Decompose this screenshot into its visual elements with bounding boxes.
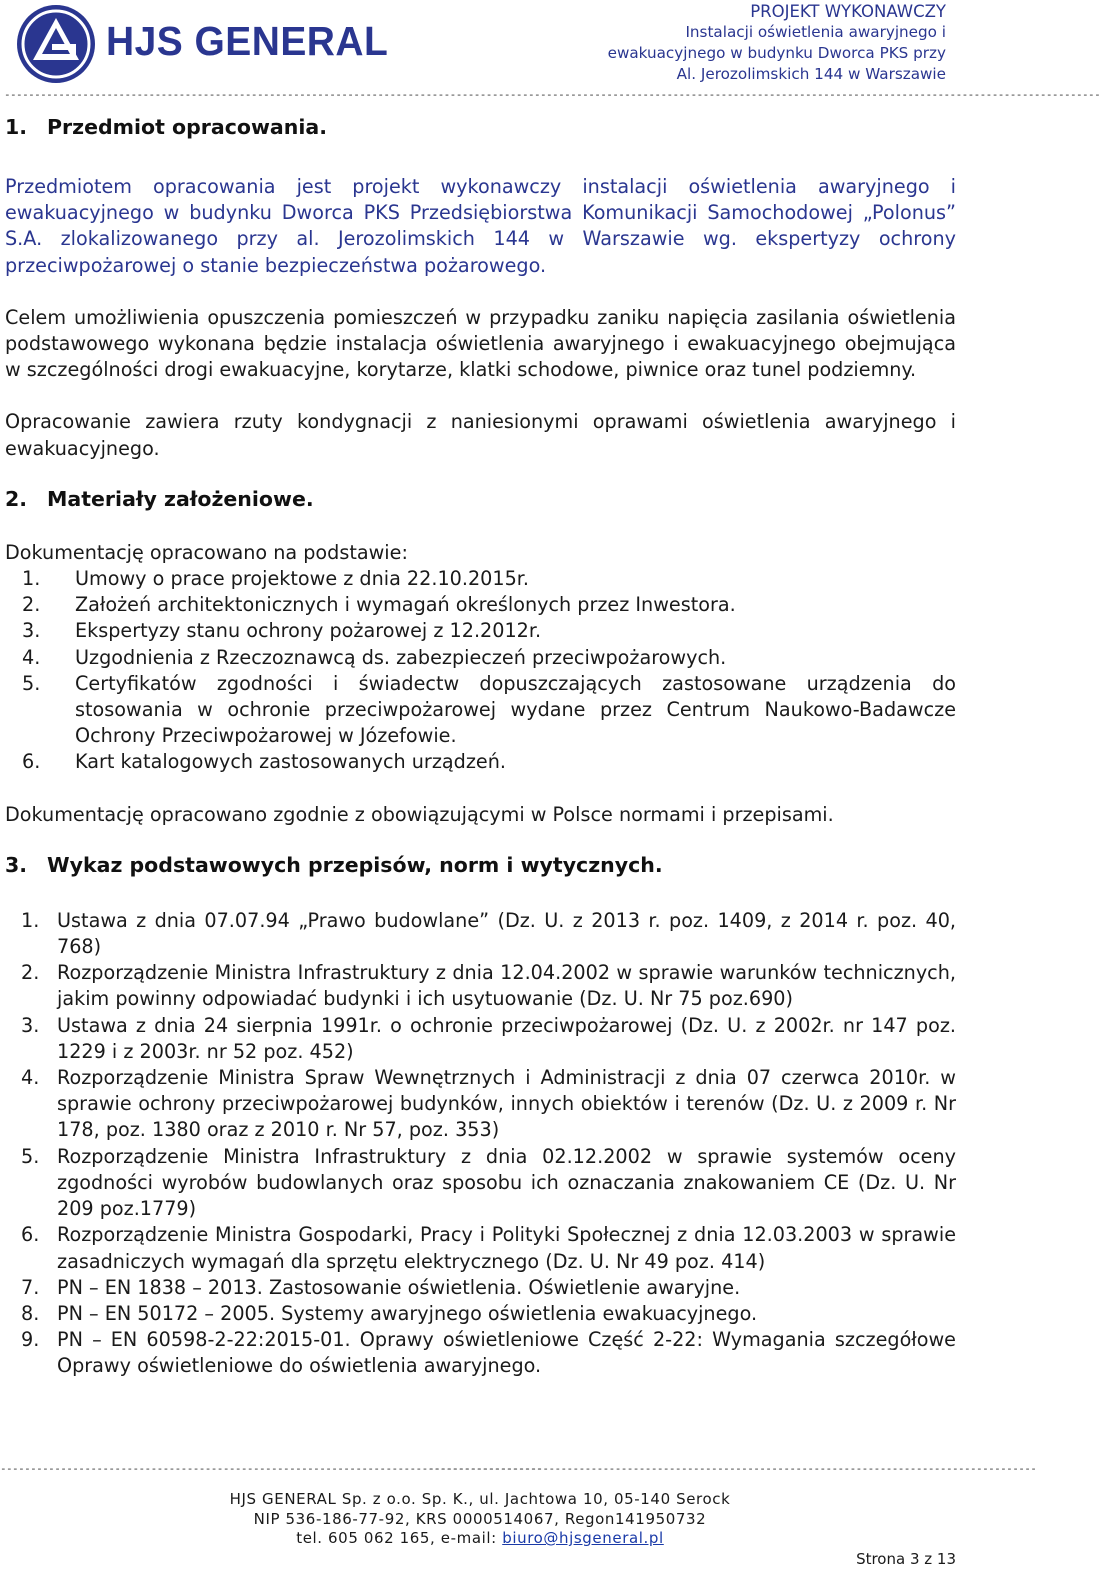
section-1-paragraph-3: Opracowanie zawiera rzuty kondygnacji z naniesionymi oprawami oświetlenia awaryjnego i ewakuacyjnego. [5, 410, 956, 460]
page-footer [0, 1462, 1037, 1570]
page-header [0, 0, 1100, 101]
section-2-title: Materiały założeniowe. [47, 486, 314, 511]
materials-list [5, 566, 956, 776]
list-item: 2. Założeń architektonicznych i wymagań określonych przez Inwestora. [22, 593, 736, 617]
section-1-number: 1. [5, 115, 28, 139]
list-item: 5. Rozporządzenie Ministra Infrastruktury z dnia 02.12.2002 w sprawie systemów oceny zgodności wyrobów budowlanych oraz sposobu ich oznaczania znakowaniem CE (Dz. U. Nr 209 poz.1779) [21, 1144, 956, 1221]
section-1-title: Przedmiot opracowania. [47, 115, 328, 139]
project-info [608, 1, 946, 85]
company-registration: NIP 536-186-77-92, KRS 0000514067, Regon141950732 [253, 1509, 707, 1528]
list-item: 6. Rozporządzenie Ministra Gospodarki, Pracy i Polityki Społecznej z dnia 12.03.2003 w sprawie zasadniczych wymagań dla sprzętu elektrycznego (Dz. U. Nr 49 poz. 414) [21, 1223, 956, 1273]
section-3-number: 3. [5, 852, 28, 877]
list-item: 3. Ekspertyzy stanu ochrony pożarowej z 12.2012r. [22, 619, 542, 643]
company-logo [16, 4, 96, 84]
project-line-3: ewakuacyjnego w budynku Dworca PKS przy [607, 44, 946, 62]
email-link[interactable]: biuro@hjsgeneral.pl [502, 1529, 664, 1547]
project-line-4: Al. Jerozolimskich 144 w Warszawie [676, 65, 946, 83]
page-number: Strona 3 z 13 [856, 1550, 956, 1568]
list-item: 3. Ustawa z dnia 24 sierpnia 1991r. o ochronie przeciwpożarowej (Dz. U. z 2002r. nr 147 poz. 1229 i z 2003r. nr 52 poz. 452) [21, 1013, 956, 1063]
section-3-title: Wykaz podstawowych przepisów, norm i wytycznych. [47, 852, 663, 877]
footer-divider-left: ------------------------------------------------------------------------------------------ [0, 1462, 543, 1475]
list-item: 4. Rozporządzenie Ministra Spraw Wewnętrznych i Administracji z dnia 07 czerwca 2010r. w sprawie ochrony przeciwpożarowej budynków, innych obiektów i terenów (Dz. U. z 2009 r. Nr 178, poz. 1380 oraz z 2010 r. Nr 57, poz. 353) [21, 1066, 956, 1142]
footer-divider-right: ----------------------------------------------------------------------------------------------------- [428, 1462, 1037, 1475]
section-3-heading [5, 850, 956, 880]
list-item: 1. Ustawa z dnia 07.07.94 „Prawo budowlane” (Dz. U. z 2013 r. poz. 1409, z 2014 r. poz. 40, 768) [21, 908, 956, 959]
list-item: 1. Umowy o prace projektowe z dnia 22.10.2015r. [22, 567, 530, 591]
project-line-2: Instalacji oświetlenia awaryjnego i [685, 23, 946, 41]
list-item: 4. Uzgodnienia z Rzeczoznawcą ds. zabezpieczeń przeciwpożarowych. [22, 645, 727, 669]
section-2-number: 2. [5, 486, 28, 511]
section-2-outro: Dokumentację opracowano zgodnie z obowiązującymi w Polsce normami i przepisami. [5, 802, 834, 826]
list-item: 9. PN – EN 60598-2-22:2015-01. Oprawy oświetleniowe Część 2-22: Wymagania szczegółowe Oprawy oświetleniowe do oświetlenia awaryjnego. [21, 1328, 956, 1378]
project-type: PROJEKT WYKONAWCZY [750, 2, 946, 21]
company-address: HJS GENERAL Sp. z o.o. Sp. K., ul. Jachtowa 10, 05-140 Serock [229, 1490, 731, 1508]
company-details [0, 1490, 960, 1549]
company-contact: tel. 605 062 165, e-mail: biuro@hjsgeneral.pl [296, 1529, 664, 1547]
section-1-paragraph-2: Celem umożliwienia opuszczenia pomieszczeń w przypadku zaniku napięcia zasilania oświetlenia podstawowego wykonana będzie instalacja oświetlenia awaryjnego i ewakuacyjnego obejmująca w szczególności drogi ewakuacyjne, korytarze, klatki schodowe, piwnice oraz tunel podziemny. [5, 305, 956, 382]
company-name: HJS GENERAL [106, 18, 389, 64]
section-2-heading [5, 484, 956, 514]
header-divider: -------------------------------------------------------------------------------------------------------------------------------------------------------------------------------------- [4, 88, 1100, 101]
list-item: 5. Certyfikatów zgodności i świadectw dopuszczających zastosowane urządzenia do stosowania w ochronie przeciwpożarowej wydane przez Centrum Naukowo-Badawcze Ochrony Przeciwpożarowej w Józefowie. [22, 671, 956, 748]
list-item: 2. Rozporządzenie Ministra Infrastruktury z dnia 12.04.2002 w sprawie warunków technicznych, jakim powinny odpowiadać budynki i ich usytuowanie (Dz. U. Nr 75 poz.690) [21, 961, 956, 1011]
list-item: 7. PN – EN 1838 – 2013. Zastosowanie oświetlenia. Oświetlenie awaryjne. [21, 1275, 741, 1299]
section-1-paragraph-1: Przedmiotem opracowania jest projekt wykonawczy instalacji oświetlenia awaryjnego i ewakuacyjnego w budynku Dworca PKS Przedsiębiorstwa Komunikacji Samochodowej „Polonus” S.A. zlokalizowanego przy al. Jerozolimskich 144 w Warszawie wg. ekspertyzy ochrony przeciwpożarowej o stanie bezpieczeństwa pożarowego. [5, 175, 956, 277]
page-content [5, 112, 956, 1380]
list-item: 6. Kart katalogowych zastosowanych urządzeń. [22, 750, 506, 774]
section-2-intro: Dokumentację opracowano na podstawie: [5, 540, 408, 564]
regulations-list [5, 908, 956, 1380]
section-1-heading [5, 112, 956, 142]
list-item: 8. PN – EN 50172 – 2005. Systemy awaryjnego oświetlenia ewakuacyjnego. [21, 1301, 758, 1325]
